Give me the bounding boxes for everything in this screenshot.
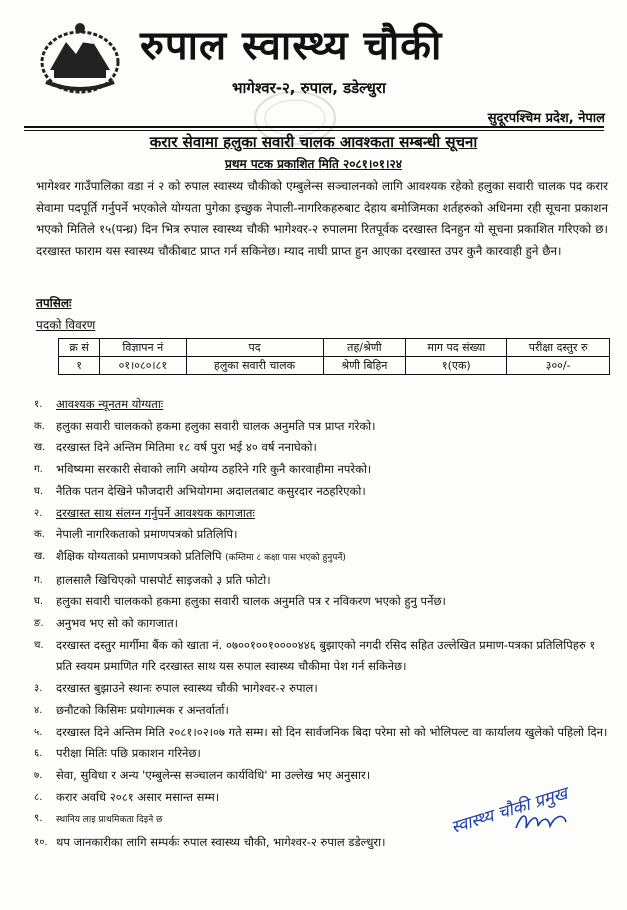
notice-body: भागेश्वर गाउँपालिका वडा नं २ को रुपाल स्वास्थ्य चौकीको एम्बुलेन्स सञ्चालनको लागि आवश्यक रहेको हलुका सवारी चालक पद करार सेवामा पदपूर्ति गर्नुपर्ने भएकोले योग्यता पुगेका इच्छुक नेपाली-नागरिकहरुबाट देहाय बमोजिमका शर्तहरुको अधिनमा रही सूचना प्रकाशन भएको मितिले १५(पन्ध्र) दिन भित्र रुपाल स्वास्थ्य चौकी भागेश्वर-२ रुपालमा रितपूर्वक दरखास्त दिनहुन यो सूचना प्रकाशित गरिएको छ।दरखास्त फाराम यस स्वास्थ्य चौकीबाट प्राप्त गर्न सकिनेछ। म्याद नाघी प्राप्त हुन आएका दरखास्त उपर कुनै कारवाही हुने छैन। <box>36 179 608 258</box>
table-header-cell: विज्ञापन नं <box>100 339 186 357</box>
official-stamp: स्वास्थ्य चौकी प्रमुख <box>448 783 570 838</box>
list-item <box>34 394 612 416</box>
table-row <box>59 357 610 375</box>
table-header-cell: पद <box>186 339 323 357</box>
list-item-note: (कम्तिमा ८ कक्षा पास भएको हुनुपर्ने) <box>225 552 346 563</box>
list-item <box>34 591 612 613</box>
list-item-text: दरखास्त दिने अन्तिम मितिमा १८ वर्ष पुरा भई ४० वर्ष ननाघेको। <box>56 440 317 455</box>
list-item-number: क. <box>34 529 45 541</box>
list-item-text: शैक्षिक योग्यताको प्रमाणपत्रको प्रतिलिपि <box>56 548 222 563</box>
list-item-text: आवश्यक न्यूनतम योग्यताः <box>56 397 164 411</box>
list-item <box>34 743 612 765</box>
list-item-text: छनौटको किसिमः प्रयोगात्मक र अन्तर्वार्ता। <box>56 702 229 717</box>
list-item-number: ७. <box>34 769 43 781</box>
nepal-emblem-icon <box>36 20 124 94</box>
list-item <box>34 722 612 744</box>
list-item-text: भविष्यमा सरकारी सेवाको लागि अयोग्य ठहरिने गरि कुनै कारवाहीमा नपरेको। <box>56 462 372 477</box>
list-item <box>34 570 612 592</box>
list-item-text: स्थानिय लाइ प्राथमिकता दिइने छ <box>56 815 163 826</box>
list-item-number: घ. <box>34 485 44 497</box>
list-item-number: ४. <box>34 704 43 716</box>
list-item <box>34 481 612 503</box>
list-item-text: सेवा, सुविधा र अन्य 'एम्बुलेन्स सञ्चालन कार्यविधि' मा उल्लेख भए अनुसार। <box>56 767 371 782</box>
list-item-number: ग. <box>34 464 43 476</box>
list-item-text: दरखास्त साथ संलग्न गर्नुपर्ने आवश्यक कागजातः <box>56 505 255 520</box>
list-item-text: नैतिक पतन देखिने फौजदारी अभियोगमा अदालतबाट कसुरदार नठहरिएको। <box>56 483 366 498</box>
list-item <box>34 416 612 438</box>
table-cell: १ <box>59 357 100 375</box>
list-item-number: ८. <box>34 791 43 803</box>
table-header-row <box>59 339 610 357</box>
list-item <box>34 635 612 678</box>
list-item-text: दरखास्त बुझाउने स्थानः रुपाल स्वास्थ्य चौकी भागेश्वर-२ रुपाल। <box>56 681 318 696</box>
list-item-number: क. <box>34 420 45 432</box>
list-item <box>34 459 612 481</box>
list-item-number: २. <box>34 507 43 519</box>
office-address: भागेश्वर-२, रुपाल, डडेल्धुरा <box>232 79 386 97</box>
list-item <box>34 503 612 525</box>
publication-date: प्रथम पटक प्रकाशित मिति २०८१।०१।२४ <box>225 157 402 171</box>
list-item-number: च. <box>34 639 44 651</box>
header-divider-thin <box>24 130 604 131</box>
conditions-list <box>34 394 612 854</box>
list-item <box>34 613 612 635</box>
list-item-number: घ. <box>34 596 44 608</box>
table-cell: १(एक) <box>406 357 507 375</box>
table-cell: श्रेणी बिहिन <box>323 357 406 375</box>
list-item-number: १०. <box>34 837 48 849</box>
list-item-text: दरखास्त दस्तुर मार्गीमा बैंक को खाता नं. ०७००१००१००००४४६ बुझाएको नगदी रसिद सहित उल्लेखित प्रमाण-पत्रका प्रतिलिपिहरु १ प्रति स्वयम प्रमाणित गरि दरखास्त साथ यस रुपाल स्वास्थ्य चौकीमा पेश गर्न सकिनेछ। <box>56 637 596 674</box>
list-item-text: थप जानकारीका लागि सम्पर्कः रुपाल स्वास्थ्य चौकी, भागेश्वर-२ रुपाल डडेल्धुरा। <box>56 835 386 850</box>
list-item <box>34 700 612 722</box>
list-item-number: १. <box>34 399 43 410</box>
table-cell: हलुका सवारी चालक <box>186 357 323 375</box>
notice-title: करार सेवामा हलुका सवारी चालक आवश्कता सम्बन्धी सूचना <box>149 133 478 151</box>
list-item-number: ग. <box>34 574 43 586</box>
list-item <box>34 678 612 700</box>
province-line: सुदूरपश्चिम प्रदेश, नेपाल <box>487 111 605 126</box>
list-item-text: परीक्षा मितिः पछि प्रकाशन गरिनेछ। <box>56 746 201 761</box>
post-table <box>58 338 610 375</box>
table-header-cell: तह/श्रेणी <box>323 339 406 357</box>
list-item-text: हलुका सवारी चालकको हकमा हलुका सवारी चालक अनुमति पत्र प्राप्त गरेको। <box>56 418 376 433</box>
details-heading: तपसिलः <box>36 296 72 310</box>
list-item <box>34 437 612 459</box>
header-divider <box>24 126 604 128</box>
list-item-text: दरखास्त दिने अन्तिम मिति २०८१।०२।०७ गते सम्म। सो दिन सार्वजनिक बिदा परेमा सो को भोलिपल्ट वा कार्यालय खुलेको पहिलो दिन। <box>56 724 608 739</box>
table-cell: ३००/- <box>507 357 610 375</box>
list-item-number: ख. <box>34 550 46 562</box>
list-item-text: नेपाली नागरिकताको प्रमाणपत्रको प्रतिलिपि। <box>56 527 238 542</box>
list-item <box>34 765 612 787</box>
list-item-text: हलुका सवारी चालकको हकमा हलुका सवारी चालक अनुमति पत्र र नविकरण भएको हुनु पर्नेछ। <box>56 594 446 609</box>
page-title: रुपाल स्वास्थ्य चौकी <box>140 23 443 69</box>
list-item-number: ५. <box>34 726 43 738</box>
list-item-text: अनुभव भए सो को कागजात। <box>56 616 178 631</box>
list-item-text: करार अवधि २०८१ असार मसान्त सम्म। <box>56 789 220 804</box>
list-item <box>34 524 612 546</box>
table-header-cell: क्र सं <box>59 339 100 357</box>
list-item-number: ख. <box>34 442 46 454</box>
table-cell: ०१।०८०।८१ <box>100 357 186 375</box>
list-item-number: ६. <box>34 748 43 760</box>
list-item-number: ९. <box>34 813 43 825</box>
post-details-heading: पदको विवरण <box>36 318 96 332</box>
list-item-text: हालसालै खिचिएको पासपोर्ट साइजको ३ प्रति फोटो। <box>56 572 271 587</box>
list-item-number: ३. <box>34 683 43 695</box>
table-header-cell: माग पद संख्या <box>406 339 507 357</box>
list-item <box>34 546 612 570</box>
table-header-cell: परीक्षा दस्तुर रु <box>507 339 610 357</box>
list-item-number: ङ. <box>34 618 44 630</box>
